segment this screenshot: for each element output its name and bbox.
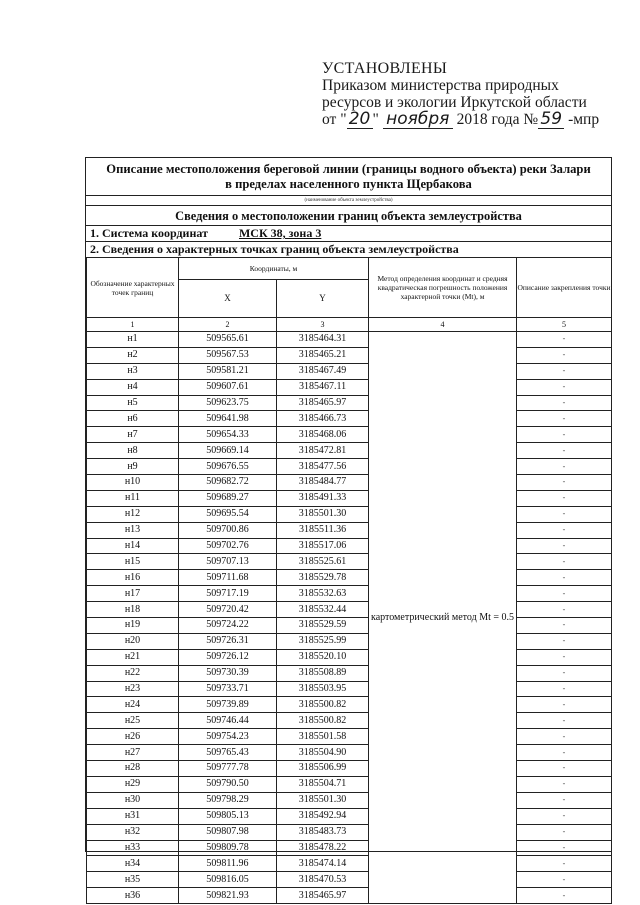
y-coordinate-cell: 3185517.06 bbox=[277, 538, 369, 554]
y-coordinate-cell: 3185529.78 bbox=[277, 570, 369, 586]
table-row bbox=[87, 554, 612, 570]
table-row bbox=[87, 840, 612, 856]
y-coordinate-cell: 3185504.90 bbox=[277, 745, 369, 761]
table-row bbox=[87, 459, 612, 475]
table-row bbox=[87, 427, 612, 443]
x-coordinate-cell: 509720.42 bbox=[179, 602, 277, 618]
approval-stamp bbox=[322, 60, 622, 129]
point-id-cell: н20 bbox=[87, 633, 179, 649]
fixing-cell: - bbox=[517, 618, 612, 634]
point-id-cell: н3 bbox=[87, 363, 179, 379]
fixing-cell: - bbox=[517, 713, 612, 729]
fixing-cell: - bbox=[517, 347, 612, 363]
point-id-cell: н18 bbox=[87, 602, 179, 618]
point-id-cell: н10 bbox=[87, 475, 179, 491]
x-coordinate-cell: 509730.39 bbox=[179, 665, 277, 681]
fixing-cell: - bbox=[517, 522, 612, 538]
x-coordinate-cell: 509607.61 bbox=[179, 379, 277, 395]
table-row bbox=[87, 824, 612, 840]
fixing-cell: - bbox=[517, 332, 612, 348]
table-row bbox=[87, 490, 612, 506]
header-x: X bbox=[179, 280, 277, 318]
table-row bbox=[87, 856, 612, 872]
point-id-cell: н33 bbox=[87, 840, 179, 856]
table-row bbox=[87, 347, 612, 363]
point-id-cell: н2 bbox=[87, 347, 179, 363]
table-row bbox=[87, 475, 612, 491]
y-coordinate-cell: 3185503.95 bbox=[277, 681, 369, 697]
fixing-cell: - bbox=[517, 411, 612, 427]
point-id-cell: н21 bbox=[87, 649, 179, 665]
y-coordinate-cell: 3185478.22 bbox=[277, 840, 369, 856]
x-coordinate-cell: 509676.55 bbox=[179, 459, 277, 475]
approval-line-2: ресурсов и экологии Иркутской области bbox=[322, 94, 587, 111]
fixing-cell: - bbox=[517, 379, 612, 395]
x-coordinate-cell: 509581.21 bbox=[179, 363, 277, 379]
x-coordinate-cell: 509746.44 bbox=[179, 713, 277, 729]
y-coordinate-cell: 3185491.33 bbox=[277, 490, 369, 506]
table-row bbox=[87, 522, 612, 538]
table-row bbox=[87, 411, 612, 427]
y-coordinate-cell: 3185525.61 bbox=[277, 554, 369, 570]
x-coordinate-cell: 509809.78 bbox=[179, 840, 277, 856]
fixing-cell: - bbox=[517, 824, 612, 840]
y-coordinate-cell: 3185501.30 bbox=[277, 506, 369, 522]
y-coordinate-cell: 3185472.81 bbox=[277, 443, 369, 459]
y-coordinate-cell: 3185532.63 bbox=[277, 586, 369, 602]
point-id-cell: н15 bbox=[87, 554, 179, 570]
x-coordinate-cell: 509669.14 bbox=[179, 443, 277, 459]
y-coordinate-cell: 3185525.99 bbox=[277, 633, 369, 649]
y-coordinate-cell: 3185484.77 bbox=[277, 475, 369, 491]
y-coordinate-cell: 3185504.71 bbox=[277, 776, 369, 792]
point-id-cell: н19 bbox=[87, 618, 179, 634]
fixing-cell: - bbox=[517, 427, 612, 443]
fixing-cell: - bbox=[517, 729, 612, 745]
point-id-cell: н12 bbox=[87, 506, 179, 522]
fixing-cell: - bbox=[517, 443, 612, 459]
point-id-cell: н28 bbox=[87, 761, 179, 777]
x-coordinate-cell: 509739.89 bbox=[179, 697, 277, 713]
y-coordinate-cell: 3185470.53 bbox=[277, 872, 369, 888]
x-coordinate-cell: 509702.76 bbox=[179, 538, 277, 554]
y-coordinate-cell: 3185474.14 bbox=[277, 856, 369, 872]
table-row bbox=[87, 776, 612, 792]
y-coordinate-cell: 3185532.44 bbox=[277, 602, 369, 618]
point-id-cell: н29 bbox=[87, 776, 179, 792]
fixing-cell: - bbox=[517, 745, 612, 761]
y-coordinate-cell: 3185529.59 bbox=[277, 618, 369, 634]
x-coordinate-cell: 509821.93 bbox=[179, 888, 277, 904]
x-coordinate-cell: 509711.68 bbox=[179, 570, 277, 586]
column-number: 1 bbox=[87, 318, 179, 332]
fixing-cell: - bbox=[517, 395, 612, 411]
x-coordinate-cell: 509623.75 bbox=[179, 395, 277, 411]
fixing-cell: - bbox=[517, 538, 612, 554]
fixing-cell: - bbox=[517, 808, 612, 824]
table-row bbox=[87, 586, 612, 602]
column-number: 5 bbox=[517, 318, 612, 332]
point-id-cell: н23 bbox=[87, 681, 179, 697]
point-id-cell: н11 bbox=[87, 490, 179, 506]
point-id-cell: н17 bbox=[87, 586, 179, 602]
coordinate-system-row bbox=[86, 226, 611, 242]
table-row bbox=[87, 332, 612, 348]
x-coordinate-cell: 509765.43 bbox=[179, 745, 277, 761]
table-row bbox=[87, 570, 612, 586]
fixing-cell: - bbox=[517, 490, 612, 506]
point-id-cell: н32 bbox=[87, 824, 179, 840]
fixing-cell: - bbox=[517, 761, 612, 777]
point-id-cell: н35 bbox=[87, 872, 179, 888]
y-coordinate-cell: 3185467.11 bbox=[277, 379, 369, 395]
document-frame bbox=[85, 157, 612, 901]
coordinate-system-label: 1. Система координат bbox=[90, 226, 208, 240]
document-title-line-1: Описание местоположения береговой линии (границы водного объекта) реки Залари bbox=[106, 162, 591, 176]
x-coordinate-cell: 509682.72 bbox=[179, 475, 277, 491]
table-row bbox=[87, 808, 612, 824]
point-id-cell: н9 bbox=[87, 459, 179, 475]
y-coordinate-cell: 3185467.49 bbox=[277, 363, 369, 379]
x-coordinate-cell: 509807.98 bbox=[179, 824, 277, 840]
point-id-cell: н16 bbox=[87, 570, 179, 586]
y-coordinate-cell: 3185506.99 bbox=[277, 761, 369, 777]
point-id-cell: н13 bbox=[87, 522, 179, 538]
header-fixing: Описание закрепления точки bbox=[517, 258, 612, 318]
fixing-cell: - bbox=[517, 570, 612, 586]
handwritten-month: ноября bbox=[383, 111, 453, 129]
x-coordinate-cell: 509654.33 bbox=[179, 427, 277, 443]
table-row bbox=[87, 618, 612, 634]
table-row bbox=[87, 697, 612, 713]
y-coordinate-cell: 3185500.82 bbox=[277, 713, 369, 729]
y-coordinate-cell: 3185508.89 bbox=[277, 665, 369, 681]
table-row bbox=[87, 538, 612, 554]
fixing-cell: - bbox=[517, 681, 612, 697]
table-row bbox=[87, 633, 612, 649]
fixing-cell: - bbox=[517, 586, 612, 602]
x-coordinate-cell: 509641.98 bbox=[179, 411, 277, 427]
document-title-line-2: в пределах населенного пункта Щербакова bbox=[225, 177, 472, 191]
point-id-cell: н1 bbox=[87, 332, 179, 348]
table-row bbox=[87, 792, 612, 808]
x-coordinate-cell: 509567.53 bbox=[179, 347, 277, 363]
table-row bbox=[87, 506, 612, 522]
header-coordinates: Координаты, м bbox=[179, 258, 369, 280]
x-coordinate-cell: 509816.05 bbox=[179, 872, 277, 888]
points-table-body bbox=[87, 332, 612, 904]
handwritten-day: 20 bbox=[347, 111, 373, 129]
y-coordinate-cell: 3185520.10 bbox=[277, 649, 369, 665]
fixing-cell: - bbox=[517, 475, 612, 491]
fixing-cell: - bbox=[517, 840, 612, 856]
y-coordinate-cell: 3185511.36 bbox=[277, 522, 369, 538]
fixing-cell: - bbox=[517, 602, 612, 618]
point-id-cell: н4 bbox=[87, 379, 179, 395]
x-coordinate-cell: 509726.12 bbox=[179, 649, 277, 665]
x-coordinate-cell: 509689.27 bbox=[179, 490, 277, 506]
header-point-label: Обозначение характерных точек границ bbox=[87, 258, 179, 318]
fixing-cell: - bbox=[517, 665, 612, 681]
y-coordinate-cell: 3185483.73 bbox=[277, 824, 369, 840]
y-coordinate-cell: 3185501.30 bbox=[277, 792, 369, 808]
year-text: 2018 года № bbox=[456, 111, 539, 128]
table-row bbox=[87, 872, 612, 888]
point-id-cell: н34 bbox=[87, 856, 179, 872]
approval-line-1: Приказом министерства природных bbox=[322, 77, 559, 94]
point-id-cell: н31 bbox=[87, 808, 179, 824]
x-coordinate-cell: 509700.86 bbox=[179, 522, 277, 538]
point-id-cell: н6 bbox=[87, 411, 179, 427]
fixing-cell: - bbox=[517, 506, 612, 522]
point-id-cell: н26 bbox=[87, 729, 179, 745]
fixing-cell: - bbox=[517, 649, 612, 665]
x-coordinate-cell: 509717.19 bbox=[179, 586, 277, 602]
x-coordinate-cell: 509754.23 bbox=[179, 729, 277, 745]
point-id-cell: н36 bbox=[87, 888, 179, 904]
table-row bbox=[87, 379, 612, 395]
x-coordinate-cell: 509726.31 bbox=[179, 633, 277, 649]
point-id-cell: н22 bbox=[87, 665, 179, 681]
approval-title: УСТАНОВЛЕНЫ bbox=[322, 60, 448, 77]
x-coordinate-cell: 509707.13 bbox=[179, 554, 277, 570]
y-coordinate-cell: 3185501.58 bbox=[277, 729, 369, 745]
method-cell: картометрический метод Mt = 0.5 bbox=[369, 332, 517, 904]
point-id-cell: н24 bbox=[87, 697, 179, 713]
date-prefix: от " bbox=[322, 111, 347, 128]
fixing-cell: - bbox=[517, 363, 612, 379]
document-title bbox=[86, 158, 611, 196]
date-day-suffix: " bbox=[372, 111, 379, 128]
x-coordinate-cell: 509724.22 bbox=[179, 618, 277, 634]
x-coordinate-cell: 509805.13 bbox=[179, 808, 277, 824]
x-coordinate-cell: 509733.71 bbox=[179, 681, 277, 697]
fixing-cell: - bbox=[517, 872, 612, 888]
x-coordinate-cell: 509811.96 bbox=[179, 856, 277, 872]
x-coordinate-cell: 509798.29 bbox=[179, 792, 277, 808]
table-row bbox=[87, 395, 612, 411]
column-number: 3 bbox=[277, 318, 369, 332]
y-coordinate-cell: 3185465.21 bbox=[277, 347, 369, 363]
fixing-cell: - bbox=[517, 856, 612, 872]
point-id-cell: н8 bbox=[87, 443, 179, 459]
approval-order-line bbox=[322, 111, 622, 129]
coordinate-system-value: МСК 38, зона 3 bbox=[238, 226, 322, 240]
table-row bbox=[87, 888, 612, 904]
point-id-cell: н27 bbox=[87, 745, 179, 761]
table-row bbox=[87, 363, 612, 379]
y-coordinate-cell: 3185466.73 bbox=[277, 411, 369, 427]
table-row bbox=[87, 761, 612, 777]
section-title: Сведения о местоположении границ объекта землеустройства bbox=[86, 208, 611, 226]
y-coordinate-cell: 3185500.82 bbox=[277, 697, 369, 713]
fixing-cell: - bbox=[517, 888, 612, 904]
fixing-cell: - bbox=[517, 459, 612, 475]
table-row bbox=[87, 443, 612, 459]
y-coordinate-cell: 3185492.94 bbox=[277, 808, 369, 824]
point-id-cell: н14 bbox=[87, 538, 179, 554]
x-coordinate-cell: 509565.61 bbox=[179, 332, 277, 348]
header-y: Y bbox=[277, 280, 369, 318]
fixing-cell: - bbox=[517, 697, 612, 713]
table-row bbox=[87, 713, 612, 729]
table-row bbox=[87, 649, 612, 665]
points-table bbox=[86, 257, 612, 904]
y-coordinate-cell: 3185477.56 bbox=[277, 459, 369, 475]
x-coordinate-cell: 509777.78 bbox=[179, 761, 277, 777]
y-coordinate-cell: 3185465.97 bbox=[277, 395, 369, 411]
y-coordinate-cell: 3185465.97 bbox=[277, 888, 369, 904]
fixing-cell: - bbox=[517, 792, 612, 808]
y-coordinate-cell: 3185468.06 bbox=[277, 427, 369, 443]
y-coordinate-cell: 3185464.31 bbox=[277, 332, 369, 348]
fixing-cell: - bbox=[517, 554, 612, 570]
header-method: Метод определения координат и средняя квадратическая погрешность положения характерной точки (Mt), м bbox=[369, 258, 517, 318]
column-number: 2 bbox=[179, 318, 277, 332]
column-number: 4 bbox=[369, 318, 517, 332]
x-coordinate-cell: 509790.50 bbox=[179, 776, 277, 792]
table-row bbox=[87, 729, 612, 745]
table-row bbox=[87, 602, 612, 618]
table-row bbox=[87, 745, 612, 761]
x-coordinate-cell: 509695.54 bbox=[179, 506, 277, 522]
table-row bbox=[87, 665, 612, 681]
point-id-cell: н25 bbox=[87, 713, 179, 729]
fixing-cell: - bbox=[517, 633, 612, 649]
object-name-note: (наименование объекта землеустройства) bbox=[86, 196, 611, 206]
point-id-cell: н30 bbox=[87, 792, 179, 808]
fixing-cell: - bbox=[517, 776, 612, 792]
order-suffix: -мпр bbox=[568, 111, 600, 128]
point-id-cell: н5 bbox=[87, 395, 179, 411]
point-id-cell: н7 bbox=[87, 427, 179, 443]
points-section-title: 2. Сведения о характерных точках границ объекта землеустройства bbox=[90, 242, 459, 256]
handwritten-order-number: 59 bbox=[538, 111, 564, 129]
table-row bbox=[87, 681, 612, 697]
